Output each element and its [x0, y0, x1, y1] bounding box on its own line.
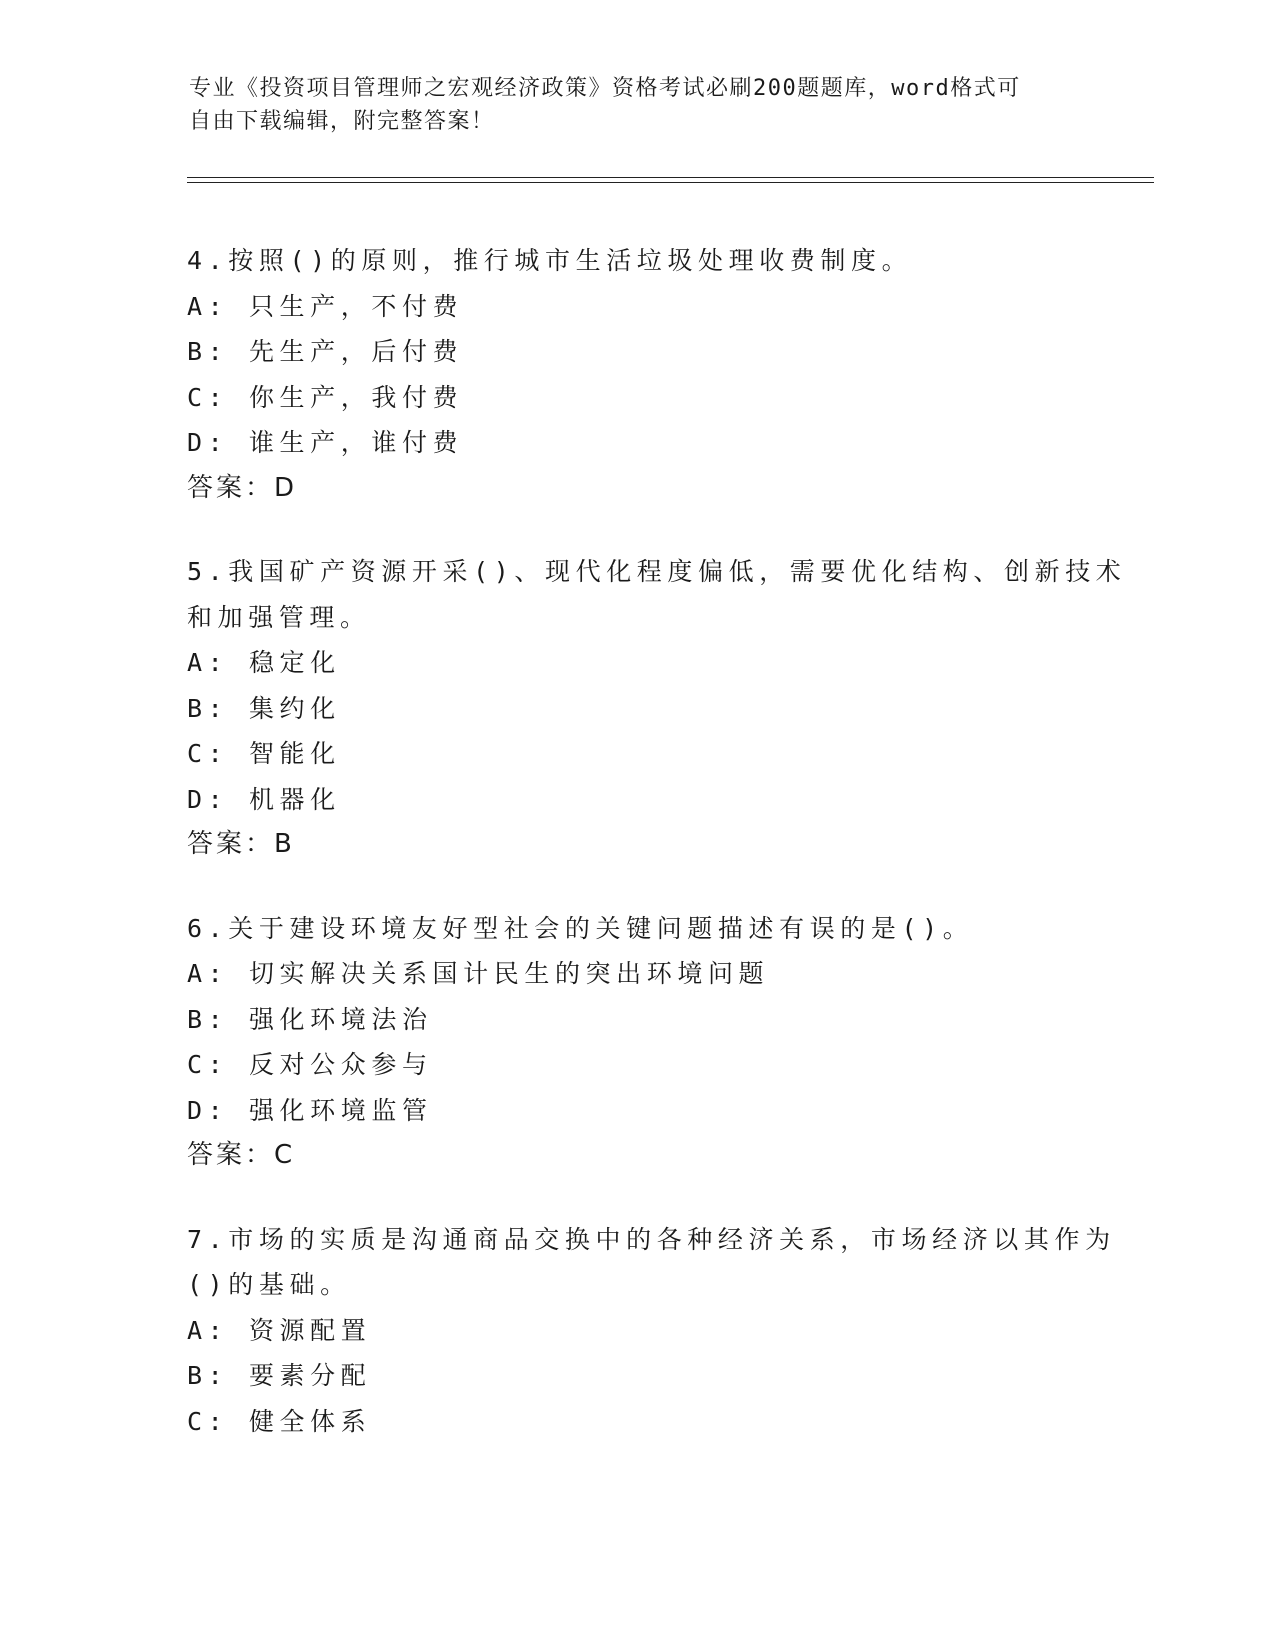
option-b: B: 要素分配	[187, 1361, 372, 1390]
question-stem: 5.我国矿产资源开采()、现代化程度偏低，需要优化结构、创新技术	[187, 557, 1127, 586]
option-b: B: 集约化	[187, 693, 341, 723]
question-7	[187, 1217, 1116, 1445]
option-c: C: 智能化	[187, 739, 341, 768]
question-stem-continued: ()的基础。	[187, 1270, 351, 1299]
document-header	[189, 72, 1069, 138]
answer-key: 答案：B	[187, 829, 295, 859]
question-6	[187, 906, 1087, 1179]
answer-key: 答案：C	[187, 1140, 296, 1170]
option-b: B: 强化环境法治	[187, 1004, 433, 1034]
question-4	[187, 238, 1087, 511]
question-5	[187, 549, 1127, 868]
option-c: C: 健全体系	[187, 1406, 372, 1436]
option-d: D: 机器化	[187, 784, 341, 814]
option-c: C: 反对公众参与	[187, 1050, 433, 1079]
header-divider-bottom	[187, 182, 1154, 183]
option-b: B: 先生产，后付费	[187, 337, 464, 366]
header-line-1: 专业《投资项目管理师之宏观经济政策》资格考试必刷200题题库，word格式可	[189, 76, 1021, 101]
question-stem-continued: 和加强管理。	[187, 602, 371, 632]
option-a: A: 资源配置	[187, 1315, 372, 1345]
option-a: A: 稳定化	[187, 648, 341, 677]
question-stem: 7.市场的实质是沟通商品交换中的各种经济关系，市场经济以其作为	[187, 1224, 1116, 1254]
option-a: A: 切实解决关系国计民生的突出环境问题	[187, 959, 770, 988]
option-c: C: 你生产，我付费	[187, 382, 464, 412]
question-list	[187, 238, 1127, 1482]
header-divider-top	[187, 177, 1154, 178]
question-stem: 4.按照()的原则，推行城市生活垃圾处理收费制度。	[187, 246, 913, 275]
option-d: D: 谁生产，谁付费	[187, 428, 464, 457]
header-line-2: 自由下载编辑，附完整答案！	[189, 109, 495, 134]
question-stem: 6.关于建设环境友好型社会的关键问题描述有误的是()。	[187, 913, 974, 943]
option-a: A: 只生产，不付费	[187, 291, 464, 321]
option-d: D: 强化环境监管	[187, 1095, 433, 1125]
answer-key: 答案：D	[187, 472, 298, 503]
